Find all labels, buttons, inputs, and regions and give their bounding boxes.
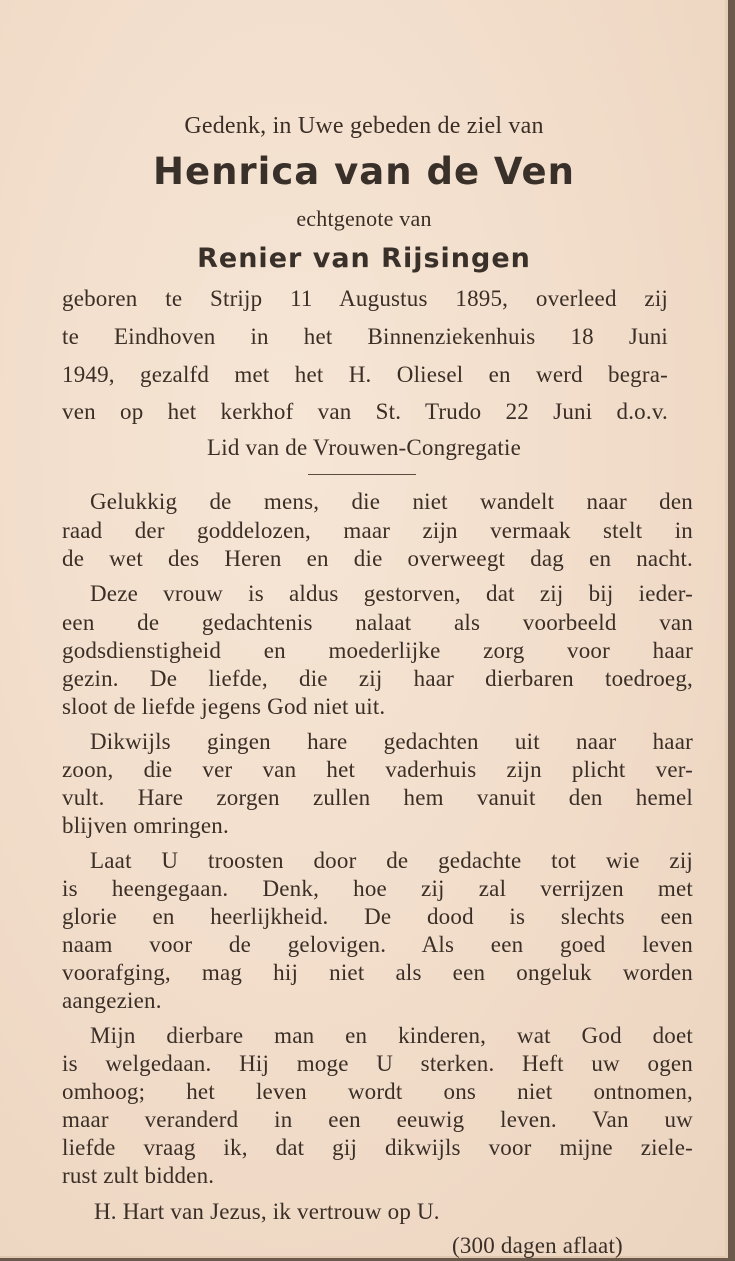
- bio-line: geboren te Strijp 11 Augustus 1895, overleed zij: [62, 286, 668, 311]
- paragraph-line: aangezien.: [62, 988, 162, 1013]
- paragraph-line: naam voor de gelovigen. Als een goed leven: [62, 932, 693, 957]
- bio-line: 1949, gezalfd met het H. Oliesel en werd begra-: [62, 362, 668, 387]
- paragraph-line: de wet des Heren en die overweegt dag en nacht.: [62, 546, 693, 571]
- paragraph-line: vult. Hare zorgen zullen hem vanuit den hemel: [62, 785, 693, 810]
- paragraph-line: Dikwijls gingen hare gedachten uit naar haar: [90, 729, 693, 754]
- paragraph-line: Laat U troosten door de gedachte tot wie zij: [90, 848, 693, 873]
- paragraph-line: Mijn dierbare man en kinderen, wat God doet: [90, 1023, 693, 1048]
- paragraph-line: omhoog; het leven wordt ons niet ontnomen,: [62, 1079, 693, 1104]
- paragraph-line: Gelukkig de mens, die niet wandelt naar den: [90, 489, 693, 514]
- membership-line: Lid van de Vrouwen-Congregatie: [207, 435, 521, 460]
- divider-rule: [308, 474, 416, 475]
- bio-line: ven op het kerkhof van St. Trudo 22 Juni d.o.v.: [62, 399, 668, 424]
- paragraph-line: Deze vrouw is aldus gestorven, dat zij bij ieder-: [90, 581, 693, 606]
- spouse-name: Renier van Rijsingen: [197, 243, 531, 274]
- prayer-line: H. Hart van Jezus, ik vertrouw op U.: [94, 1199, 440, 1224]
- paragraph-line: gezin. De liefde, die zij haar dierbaren toedroeg,: [62, 666, 693, 691]
- paragraph-line: een de gedachtenis nalaat als voorbeeld van: [62, 610, 693, 635]
- paragraph-line: is heengegaan. Denk, hoe zij zal verrijzen met: [62, 876, 693, 901]
- paragraph-line: glorie en heerlijkheid. De dood is slechts een: [62, 904, 693, 929]
- paragraph-line: blijven omringen.: [62, 813, 229, 838]
- remembrance-line: Gedenk, in Uwe gebeden de ziel van: [184, 113, 544, 139]
- paragraph-line: liefde vraag ik, dat gij dikwijls voor mijne ziele-: [62, 1135, 693, 1160]
- deceased-name: Henrica van de Ven: [153, 150, 575, 193]
- relation-line: echtgenote van: [296, 206, 432, 231]
- paragraph-line: is welgedaan. Hij moge U sterken. Heft uw ogen: [62, 1051, 693, 1076]
- paragraph-line: godsdienstigheid en moederlijke zorg voor haar: [62, 638, 693, 663]
- paragraph-line: sloot de liefde jegens God niet uit.: [62, 694, 386, 719]
- indulgence-line: (300 dagen aflaat): [452, 1233, 623, 1258]
- paragraph-line: rust zult bidden.: [62, 1163, 215, 1188]
- paragraph-line: maar veranderd in een eeuwig leven. Van uw: [62, 1107, 693, 1132]
- paragraph-line: raad der goddelozen, maar zijn vermaak stelt in: [62, 518, 693, 543]
- bio-line: te Eindhoven in het Binnenziekenhuis 18 Juni: [62, 324, 668, 349]
- paragraph-line: voorafging, mag hij niet als een ongeluk worden: [62, 960, 693, 985]
- paragraph-line: zoon, die ver van het vaderhuis zijn plicht ver-: [62, 757, 693, 782]
